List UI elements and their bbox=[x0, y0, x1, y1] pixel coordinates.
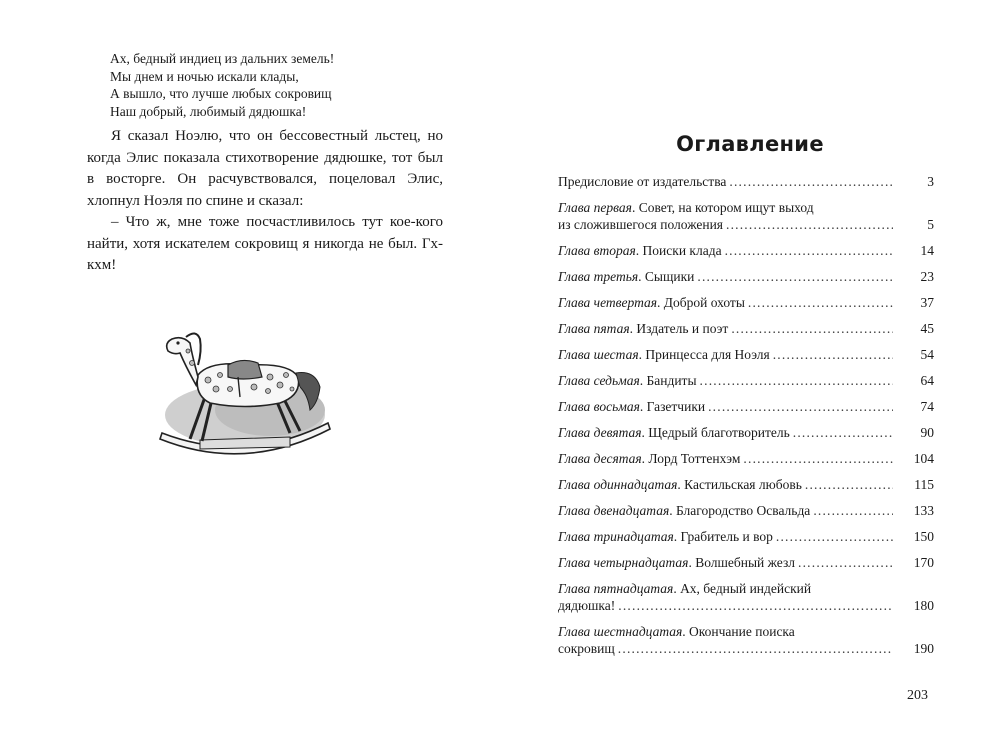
toc-leader-dots bbox=[813, 502, 893, 519]
toc-page-number: 54 bbox=[920, 347, 934, 362]
toc-entry bbox=[558, 398, 934, 415]
toc-title: Оглавление bbox=[676, 132, 824, 156]
toc-page-number: 190 bbox=[913, 641, 934, 656]
toc-page-number: 90 bbox=[920, 425, 934, 440]
toc-entry bbox=[558, 554, 934, 571]
poem-line: Наш добрый, любимый дядюшка! bbox=[110, 103, 307, 119]
toc-leader-dots bbox=[731, 320, 893, 337]
toc-entry bbox=[558, 346, 934, 363]
toc-entry-title: Глава четырнадцатая. Волшебный жезл bbox=[558, 555, 796, 570]
toc-entry-title: Глава шестнадцатая. Окончание поиска bbox=[558, 624, 795, 639]
table-of-contents bbox=[558, 173, 934, 666]
toc-chapter-label: Глава десятая bbox=[558, 451, 642, 466]
toc-entry-title: Глава двенадцатая. Благородство Освальда bbox=[558, 503, 811, 518]
toc-entry-title: из сложившегося положения bbox=[558, 217, 723, 232]
toc-chapter-label: Глава двенадцатая bbox=[558, 503, 670, 518]
toc-chapter-label: Глава девятая bbox=[558, 425, 642, 440]
toc-leader-dots bbox=[805, 476, 893, 493]
toc-entry bbox=[558, 294, 934, 311]
paragraph: – Что ж, мне тоже посчастливилось тут кое-кого найти, хотя искателем сокровищ я никогда не был. Гх-кхм! bbox=[87, 214, 443, 273]
toc-entry bbox=[558, 268, 934, 285]
toc-page-number: 37 bbox=[920, 295, 934, 310]
toc-entry-title: Глава четвертая. Доброй охоты bbox=[558, 295, 745, 310]
toc-entry bbox=[558, 199, 934, 233]
toc-chapter-label: Глава шестая bbox=[558, 347, 639, 362]
toc-entry bbox=[558, 502, 934, 519]
toc-entry-title: Глава шестая. Принцесса для Ноэля bbox=[558, 347, 770, 362]
toc-entry-title: Предисловие от издательства bbox=[558, 174, 727, 189]
toc-leader-dots bbox=[743, 450, 893, 467]
toc-page-number: 45 bbox=[920, 321, 934, 336]
toc-entry-title: Глава одиннадцатая. Кастильская любовь bbox=[558, 477, 802, 492]
toc-entry bbox=[558, 320, 934, 337]
toc-page-number: 5 bbox=[927, 217, 934, 232]
toc-entry bbox=[558, 372, 934, 389]
toc-chapter-label: Глава шестнадцатая bbox=[558, 624, 683, 639]
toc-page-number: 64 bbox=[920, 373, 934, 388]
toc-chapter-label: Глава третья bbox=[558, 269, 639, 284]
toc-entry-title: Глава пятнадцатая. Ах, бедный индейский bbox=[558, 581, 812, 596]
toc-page-number: 14 bbox=[920, 243, 934, 258]
toc-leader-dots bbox=[708, 398, 893, 415]
toc-chapter-label: Глава восьмая bbox=[558, 399, 640, 414]
toc-entry-title: Глава седьмая. Бандиты bbox=[558, 373, 697, 388]
toc-leader-dots bbox=[618, 640, 893, 657]
toc-page-number: 150 bbox=[913, 529, 934, 544]
right-page bbox=[500, 0, 1000, 750]
toc-leader-dots bbox=[726, 216, 893, 233]
toc-leader-dots bbox=[773, 346, 893, 363]
toc-entry bbox=[558, 623, 934, 657]
poem-line: А вышло, что лучше любых сокровищ bbox=[110, 86, 332, 101]
toc-chapter-label: Глава тринадцатая bbox=[558, 529, 674, 544]
toc-chapter-label: Глава четырнадцатая bbox=[558, 555, 689, 570]
toc-entry-title: Глава десятая. Лорд Тоттенхэм bbox=[558, 451, 741, 466]
poem-line: Мы днем и ночью искали клады, bbox=[110, 68, 299, 84]
toc-leader-dots bbox=[725, 242, 893, 259]
page-number: 203 bbox=[907, 688, 928, 703]
prose bbox=[87, 126, 443, 277]
toc-leader-dots bbox=[700, 372, 893, 389]
toc-leader-dots bbox=[618, 597, 893, 614]
toc-page-number: 104 bbox=[913, 451, 934, 466]
toc-entry-title: Глава вторая. Поиски клада bbox=[558, 243, 722, 258]
toc-chapter-label: Глава вторая bbox=[558, 243, 636, 258]
toc-leader-dots bbox=[798, 554, 893, 571]
paragraph: Я сказал Ноэлю, что он бессовестный льстец, но когда Элис показала стихотворение дядюшке, тот был в восторге. Он расчувствовался, поцеловал Элис, хлопнул Ноэля по спине и сказал: bbox=[87, 128, 443, 209]
toc-entry bbox=[558, 580, 934, 614]
toc-page-number: 133 bbox=[913, 503, 934, 518]
toc-entry-title: Глава девятая. Щедрый благотворитель bbox=[558, 425, 790, 440]
toc-entry-title: дядюшка! bbox=[558, 598, 616, 613]
toc-entry bbox=[558, 450, 934, 467]
toc-entry-title: Глава восьмая. Газетчики bbox=[558, 399, 706, 414]
toc-chapter-label: Глава первая bbox=[558, 200, 632, 215]
toc-chapter-label: Глава одиннадцатая bbox=[558, 477, 678, 492]
toc-entry bbox=[558, 424, 934, 441]
poem bbox=[110, 50, 334, 120]
toc-page-number: 23 bbox=[920, 269, 934, 284]
toc-entry-title: сокровищ bbox=[558, 641, 615, 656]
poem-line: Ах, бедный индиец из дальних земель! bbox=[110, 51, 335, 66]
toc-page-number: 3 bbox=[927, 174, 934, 189]
toc-leader-dots bbox=[748, 294, 893, 311]
toc-entry bbox=[558, 173, 934, 190]
toc-entry-title: Глава третья. Сыщики bbox=[558, 269, 695, 284]
toc-leader-dots bbox=[776, 528, 893, 545]
toc-chapter-label: Глава седьмая bbox=[558, 373, 640, 388]
toc-entry bbox=[558, 476, 934, 493]
toc-entry-title: Глава пятая. Издатель и поэт bbox=[558, 321, 729, 336]
toc-page-number: 115 bbox=[914, 477, 934, 492]
toc-entry-title: Глава тринадцатая. Грабитель и вор bbox=[558, 529, 773, 544]
toc-entry-title: Глава первая. Совет, на котором ищут выход bbox=[558, 200, 814, 215]
rocking-horse-illustration bbox=[150, 315, 340, 465]
toc-leader-dots bbox=[793, 424, 893, 441]
toc-chapter-label: Глава пятая bbox=[558, 321, 630, 336]
toc-entry bbox=[558, 528, 934, 545]
toc-page-number: 170 bbox=[913, 555, 934, 570]
toc-page-number: 180 bbox=[913, 598, 934, 613]
toc-leader-dots bbox=[697, 268, 893, 285]
toc-chapter-label: Глава четвертая bbox=[558, 295, 658, 310]
toc-page-number: 74 bbox=[920, 399, 934, 414]
toc-entry bbox=[558, 242, 934, 259]
toc-chapter-label: Глава пятнадцатая bbox=[558, 581, 674, 596]
toc-leader-dots bbox=[729, 173, 893, 190]
